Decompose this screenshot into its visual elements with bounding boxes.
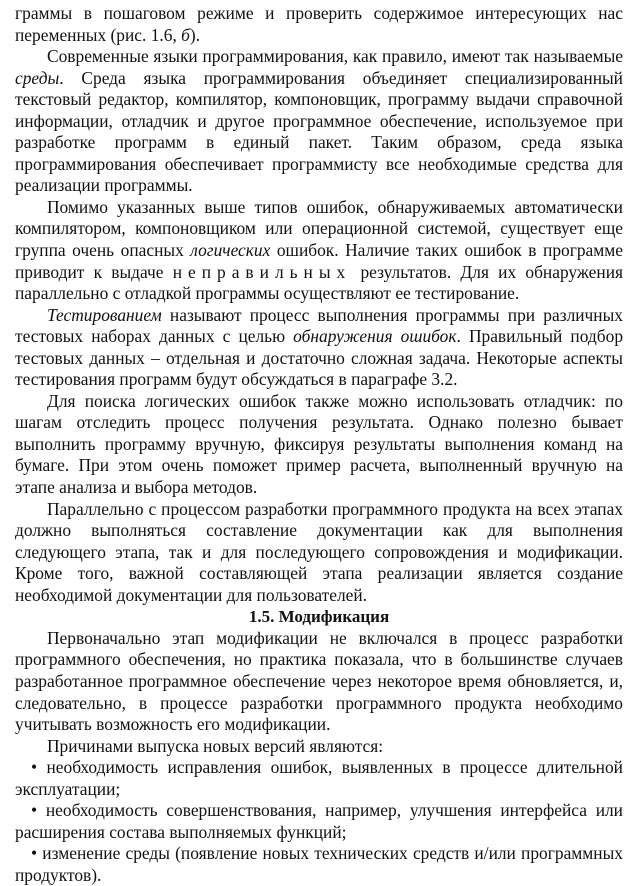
paragraph-6 — [15, 628, 623, 736]
paragraph-3-text-1: называют процесс выполнения программы при различных тестовых наборах данных с целью — [15, 304, 623, 347]
paragraph-1 — [15, 46, 623, 197]
paragraph-2-text-3: результатов. Для их обнаружения параллельно с отладкой программы осуществляют ее тестирование. — [15, 261, 623, 304]
paragraph-1-italic-term: среды — [15, 67, 60, 88]
paragraph-3-italic-term: Тестированием — [47, 304, 162, 325]
paragraph-5-text: Параллельно с процессом разработки программного продукта на всех этапах должно выполняться составление документации как для выполнения следующего этапа, так и для последующего сопровождения и модификации. Кроме того, важной составляющей этапа реализации является создание необходимой документации для пользователей. — [15, 498, 623, 605]
paragraph-0-text-1: граммы в пошаговом режиме и проверить содержимое интересующих нас переменных (рис. 1.6, — [15, 3, 623, 45]
paragraph-2 — [15, 197, 623, 305]
paragraph-7 — [15, 736, 623, 758]
paragraph-1-text-2: . Среда языка программирования объединяет специализированный текстовый редактор, компилятор, компоновщик, программу выдачи справочной информации, отладчик и другое программное обеспечение, используемое при разработке программ в единый пакет. Таким образом, среда языка программирования обеспечивает программисту все необходимые средства для реализации программы. — [15, 67, 623, 196]
paragraph-2-spaced-word: неправильных — [172, 261, 352, 282]
paragraph-3 — [15, 305, 623, 391]
paragraph-1-text-1: Современные языки программирования, как правило, имеют так называемые — [47, 46, 623, 67]
paragraph-4 — [15, 391, 623, 499]
paragraph-2-text-1: Помимо указанных выше типов ошибок, обнаруживаемых автоматически компилятором, компоновщиком или операционной системой, существует еще группа очень опасных — [15, 196, 623, 261]
paragraph-3-italic-phrase: обнаружения ошибок — [293, 326, 457, 347]
paragraph-2-italic-term: логических — [190, 240, 271, 261]
bullet-item-2: • необходимость совершенствования, например, улучшения интерфейса или расширения состава выполняемых функций; — [15, 800, 623, 842]
document-page — [15, 3, 623, 886]
paragraph-3-text-2: . Правильный подбор тестовых данных – отдельная и достаточно сложная задача. Некоторые аспекты тестирования программ будут обсуждаться в параграфе 3.2. — [15, 326, 624, 390]
paragraph-0-text-2: ). — [189, 24, 201, 45]
paragraph-0 — [15, 3, 623, 46]
paragraph-7-text: Причинами выпуска новых версий являются: — [47, 735, 384, 756]
paragraph-5 — [15, 499, 623, 607]
paragraph-4-text: Для поиска логических ошибок также можно использовать отладчик: по шагам отследить процесс получения результата. Однако полезно бывает выполнить программу вручную, фиксируя результаты выполнения команд на бумаге. При этом очень поможет пример расчета, выполненный вручную на этапе анализа и выбора методов. — [15, 390, 623, 498]
section-heading: 1.5. Модификация — [248, 607, 390, 627]
paragraph-6-text: Первоначально этап модификации не включался в процесс разработки программного обеспечения, но практика показала, что в большинстве случаев разработанное программное обеспечение через некоторое время обновляется, и, следовательно, в процессе разработки программного продукта необходимо учитывать возможность его модификации. — [15, 627, 623, 735]
bullet-item-1: • необходимость исправления ошибок, выявленных в процессе длительной эксплуатации; — [15, 757, 623, 799]
paragraph-0-italic: б — [181, 24, 190, 45]
bullet-item-3: • изменение среды (появление новых технических средств и/или программных продуктов). — [15, 843, 623, 885]
paragraph-2-text-2: ошибок. Наличие таких ошибок в программе приводит к выдаче — [15, 240, 623, 282]
